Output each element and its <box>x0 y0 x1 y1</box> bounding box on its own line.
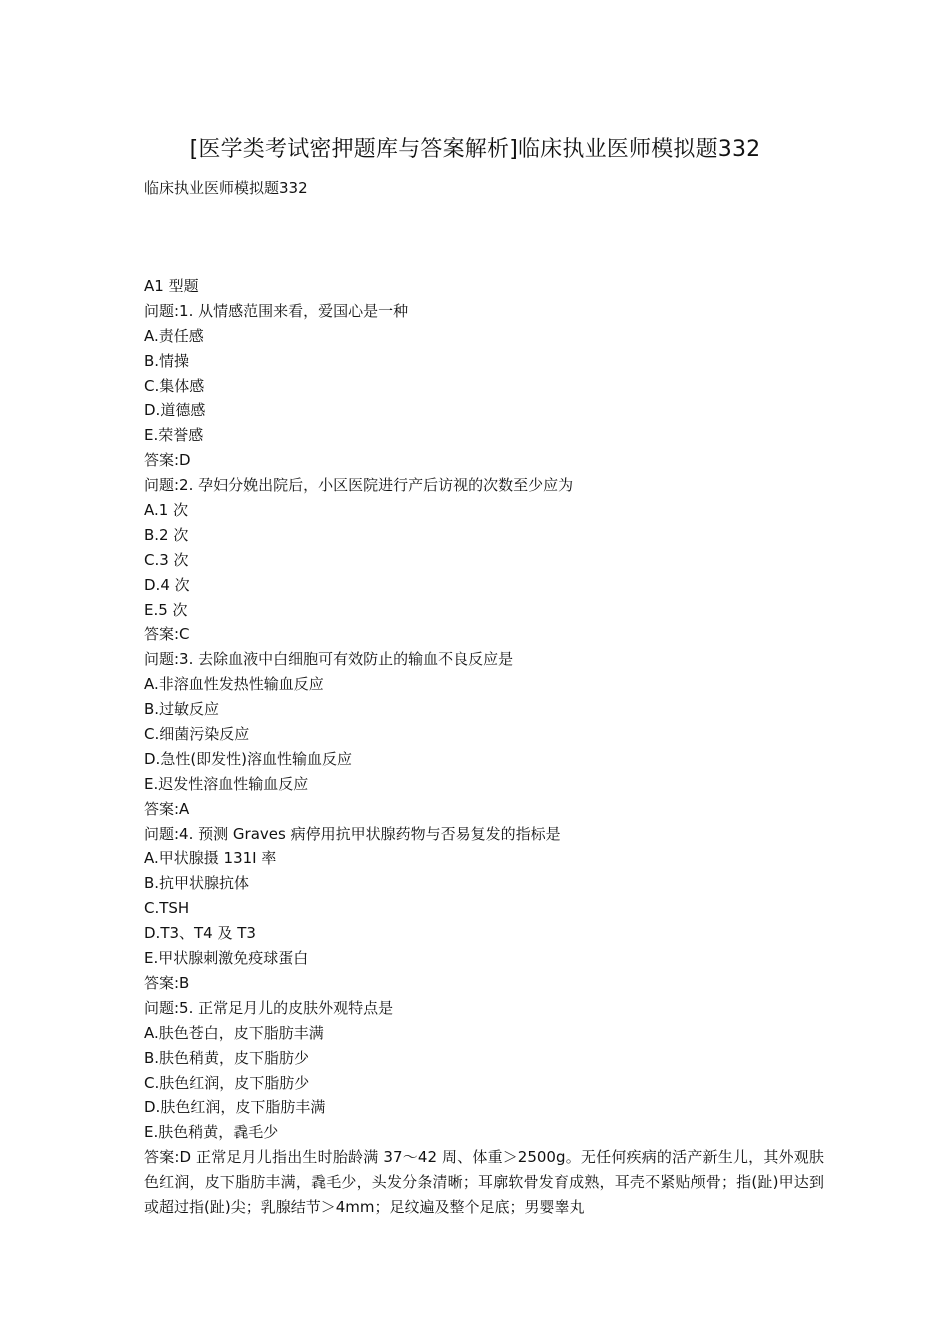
document-subtitle: 临床执业医师模拟题332 <box>144 179 308 197</box>
option-b: B.情操 <box>144 351 190 370</box>
option-d: D.4 次 <box>144 575 190 594</box>
option-d: D.道德感 <box>144 401 206 420</box>
question-2 <box>144 473 824 647</box>
question-stem: 问题:4. 预测 Graves 病停用抗甲状腺药物与否易复发的指标是 <box>144 824 561 843</box>
option-e: E.甲状腺刺激免疫球蛋白 <box>144 949 309 968</box>
option-c: C.TSH <box>144 899 190 918</box>
option-d: D.T3、T4 及 T3 <box>144 924 256 943</box>
option-c: C.3 次 <box>144 550 189 569</box>
answer: 答案:D <box>144 451 191 470</box>
option-c: C.集体感 <box>144 376 205 395</box>
question-5 <box>144 996 824 1220</box>
option-c: C.细菌污染反应 <box>144 725 250 744</box>
question-stem: 问题:3. 去除血液中白细胞可有效防止的输血不良反应是 <box>144 650 514 669</box>
answer: 答案:B <box>144 973 190 992</box>
option-b: B.抗甲状腺抗体 <box>144 874 250 893</box>
option-e: E.荣誉感 <box>144 426 204 445</box>
option-b: B.肤色稍黄，皮下脂肪少 <box>144 1048 310 1067</box>
option-b: B.2 次 <box>144 525 189 544</box>
option-d: D.急性(即发性)溶血性输血反应 <box>144 749 353 768</box>
question-1 <box>144 299 824 473</box>
option-a: A.非溶血性发热性输血反应 <box>144 675 324 694</box>
answer-explanation: 答案:D 正常足月儿指出生时胎龄满 37～42 周、体重＞2500g。无任何疾病的活产新生儿，其外观肤色红润，皮下脂肪丰满，毳毛少，头发分条清晰；耳廓软骨发育成熟，耳壳不紧贴颅骨；指(趾)甲达到或超过指(趾)尖；乳腺结节＞4mm；足纹遍及整个足底；男婴睾丸 <box>144 1148 824 1216</box>
question-3 <box>144 647 824 821</box>
option-c: C.肤色红润，皮下脂肪少 <box>144 1073 310 1092</box>
question-stem: 问题:5. 正常足月儿的皮肤外观特点是 <box>144 998 394 1017</box>
document-title: [医学类考试密押题库与答案解析]临床执业医师模拟题332 <box>189 137 761 162</box>
answer: 答案:C <box>144 625 190 644</box>
section-heading: A1 型题 <box>144 277 199 295</box>
question-stem: 问题:1. 从情感范围来看，爱国心是一种 <box>144 301 409 320</box>
question-stem: 问题:2. 孕妇分娩出院后，小区医院进行产后访视的次数至少应为 <box>144 476 574 495</box>
option-e: E.肤色稍黄，毳毛少 <box>144 1123 279 1142</box>
option-e: E.迟发性溶血性输血反应 <box>144 774 309 793</box>
option-a: A.责任感 <box>144 326 204 345</box>
answer: 答案:A <box>144 799 190 818</box>
option-a: A.肤色苍白，皮下脂肪丰满 <box>144 1023 324 1042</box>
option-e: E.5 次 <box>144 600 188 619</box>
option-d: D.肤色红润，皮下脂肪丰满 <box>144 1098 326 1117</box>
option-a: A.1 次 <box>144 501 189 520</box>
option-b: B.过敏反应 <box>144 700 220 719</box>
question-4 <box>144 822 824 996</box>
option-a: A.甲状腺摄 131I 率 <box>144 849 277 868</box>
question-list <box>144 274 824 1220</box>
